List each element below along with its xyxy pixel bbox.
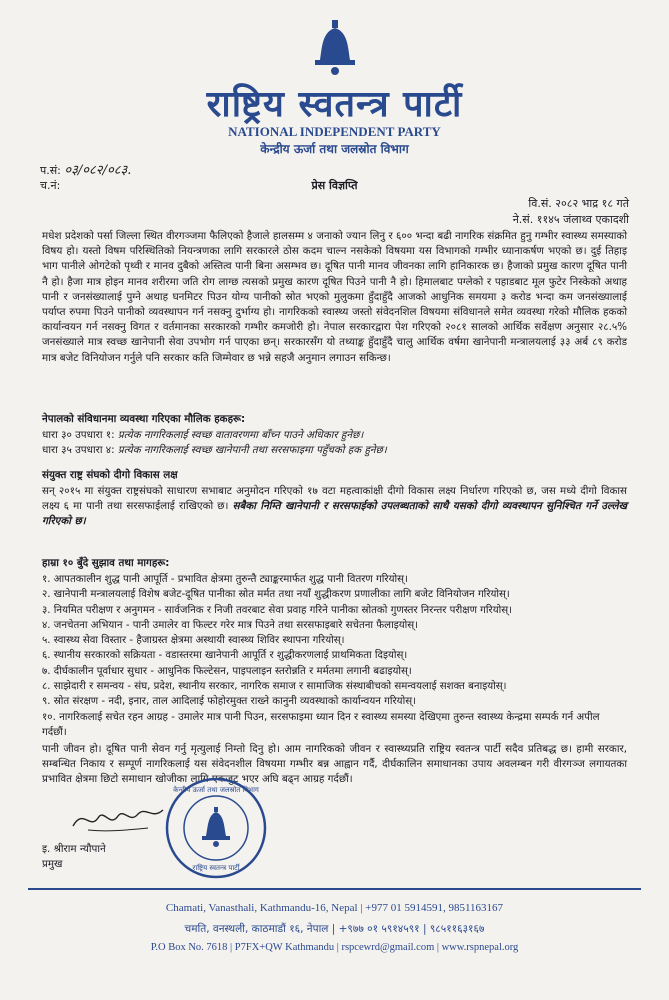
demand-item: ९. स्रोत संरक्षण - नदी, इनार, ताल आदिलाई फोहोरमुक्त राख्ने कानुनी व्यवस्थाको कार्यान्वयन गरियोस्। xyxy=(42,696,416,708)
body-paragraph: मधेश प्रदेशको पर्सा जिल्ला स्थित वीरगञ्जमा फैलिएको हैजाले हालसम्म ४ जनाको ज्यान लिनु र ६०० भन्दा बढी नागरिक संक्रमित हुनु गम्भीर स्वास्थ्य समस्याको विषय हो। यस्तो विषम परिस्थितिको नियन्त्रणका लागि सरकारले ठोस कदम चाल्न नसकेको विषयमा यस विभागको गम्भीर ध्यानाकर्षण भएको छ। दुई तिहाइ भाग पानीले ओगटेको पृथ्वी र मानव दुबैको अस्तित्व पानी बिना असम्भव छ। दूषित पानी मानव जीवनका लागि हानिकारक छ। हैजाको प्रमुख कारण दूषित पानी नै हो। हैजा मात्र होइन मानव शरीरमा जति रोग लाग्छ त्यसको प्रमुख कारण दूषित पिउने पानी नै हो। हिमालबाट पग्लेको र पहाडबाट मूल फुटेर निस्केको अथाह पानी र जनसंख्यालाई पुग्ने अथाह घनमिटर पिउन योग्य पानीको स्रोत भएको मुलुकमा हुँदाहुँदै आजको आधुनिक समयमा ३ करोड भन्दा कम जनसंख्यालाई पर्याप्त रुपमा पिउने पानीको व्यवस्थापन गर्न नसक्नु दुर्भाग्य हो। नागरिकको स्वास्थ्य जस्तो संवेदनशिल विषयमा संविधानले समेत व्यवस्था गरेको मौलिक हकको कार्यान्वयन गर्न नसक्नु विगत र वर्तमानका सरकारको गम्भीर कमजोरी हो। नेपाल सरकारद्वारा पेश गरिएको २०८१ सालको आर्थिक सर्वेक्षण अनुसार २८.५% जनसंख्याले मात्र स्वच्छ खानेपानी सेवा उपभोग गर्न पाएका छन्। सरकारसँग यो तथ्याङ्क हुँदाहुँदै चालु आर्थिक वर्षमा खानेपानी मन्त्रालयलाई ३३ अर्ब ८९ करोड मात्र बजेट विनियोजन गर्नुले पनि सरकार कति जिम्मेवार छ भन्ने सहजै अनुमान लगाउन सकिन्छ। xyxy=(42,230,628,364)
department-name: केन्द्रीय ऊर्जा तथा जलस्रोत विभाग xyxy=(260,142,409,156)
date-bs: वि.सं. २०८२ भाद्र १८ गते xyxy=(528,197,629,210)
demand-item: १. आपतकालीन शुद्ध पानी आपूर्ति - प्रभावित क्षेत्रमा तुरुन्तै ट्याङ्करमार्फत शुद्ध पानी वितरण गरियोस्। xyxy=(42,574,408,585)
article-label: धारा ३५ उपधारा ४: xyxy=(42,444,115,456)
sdg-emphasis: सबैका निम्ति खानेपानी र सरसफाईको उपलब्धताको साथै यसको दीगो व्यवस्थापन सुनिश्चित गर्ने उल्लेख गरिएको छ। xyxy=(42,500,627,528)
demand-item: २. खानेपानी मन्त्रालयलाई विशेष बजेट-दूषित पानीका स्रोत मर्मत तथा नयाँ शुद्धीकरण प्रणालीका लागि बजेट विनियोजन गरियोस्। xyxy=(42,589,510,601)
footer-address-en: Chamati, Vanasthali, Kathmandu-16, Nepal | +977 01 5914591, 9851163167 xyxy=(165,902,504,914)
demand-item: ६. स्थानीय सरकारको सक्रियता - वडास्तरमा खानेपानी आपूर्ति र शुद्धीकरणलाई प्राथमिकता दिइयोस्। xyxy=(42,650,408,662)
ref-value: ०३/०८२/०८३. xyxy=(64,163,132,178)
article-item xyxy=(42,428,627,443)
signer-name: इ. श्रीराम न्यौपाने xyxy=(42,843,106,855)
bell-icon xyxy=(310,18,360,78)
signer-title: प्रमुख xyxy=(42,858,63,870)
demands-heading: हाम्रा १० बुँदे सुझाव तथा मागहरू: xyxy=(42,557,170,569)
demand-item: ४. जनचेतना अभियान - पानी उमालेर वा फिल्टर गरेर मात्र पिउने तथा सरसफाइबारे सचेतना फैलाइयोस्। xyxy=(42,619,419,631)
footer-contact: P.O Box No. 7618 | P7FX+QW Kathmandu | rspcewrd@gmail.com | www.rspnepal.org xyxy=(150,942,519,953)
closing-paragraph: पानी जीवन हो। दूषित पानी सेवन गर्नु मृत्युलाई निम्तो दिनु हो। आम नागरिकको जीवन र स्वास्थ्यप्रति राष्ट्रिय स्वतन्त्र पार्टी सदैव प्रतिबद्ध छ। हामी सरकार, सम्बन्धित निकाय र सम्पूर्ण नागरिकलाई यस संवेदनशील विषयमा गम्भीर बन्न आह्वान गर्दै, दीर्घकालिन समाधानका उपाय अवलम्बन गरी वीरगञ्ज लगायतका प्रभावित क्षेत्रमा छिटो समाधान खोजीका लागि एकजुट भएर अघि बढ्न आग्रह गर्दछौं। xyxy=(42,743,627,786)
reference-number xyxy=(40,160,131,178)
date-ns: ने.सं. ११४५ जंलाथ्व एकादशी xyxy=(512,213,629,226)
demand-item: ८. साझेदारी र समन्वय - संघ, प्रदेश, स्थानीय सरकार, नागरिक समाज र सामाजिक संस्थाबीचको समन्वयलाई सशक्त बनाइयोस्। xyxy=(42,681,507,693)
footer-divider xyxy=(28,888,641,890)
demand-item: ७. दीर्घकालीन पूर्वाधार सुधार - आधुनिक फिल्टेसन, पाइपलाइन स्तरोन्नति र मर्मतमा लगानी बढाइयोस्। xyxy=(42,665,412,677)
sdg-paragraph xyxy=(42,484,627,530)
document-title: प्रेस विज्ञप्ति xyxy=(311,179,358,192)
demand-item: ५. स्वास्थ्य सेवा विस्तार - हैजाग्रस्त क्षेत्रमा अस्थायी स्वास्थ्य शिविर स्थापना गरियोस्। xyxy=(42,635,345,647)
constitution-heading: नेपालको संविधानमा व्यवस्था गरिएका मौलिक हकहरू: xyxy=(42,413,246,425)
stamp-seal xyxy=(164,776,268,880)
article-item xyxy=(42,443,627,458)
party-name-np: राष्ट्रिय स्वतन्त्र पार्टी xyxy=(206,84,463,125)
party-name-en: NATIONAL INDEPENDENT PARTY xyxy=(228,124,441,139)
footer-address-np: चमति, वनस्थली, काठमाडौं १६, नेपाल | +९७७ ०१ ५९१४५९१ | ९८५११६३१६७ xyxy=(184,923,485,935)
svg-text:केन्द्रीय ऊर्जा तथा जलस्रोत वि: केन्द्रीय ऊर्जा तथा जलस्रोत विभाग xyxy=(173,786,259,794)
article-label: धारा ३० उपधारा १: xyxy=(42,429,115,441)
sdg-heading: संयुक्त राष्ट्र संघको दीगो विकास लक्ष xyxy=(42,469,178,481)
chalani-label: च.नं: xyxy=(40,179,61,192)
ref-label: प.सं: xyxy=(40,164,61,177)
demand-item: १०. नागरिकलाई सचेत रहन आग्रह - उमालेर मात्र पानी पिउन, सरसफाइमा ध्यान दिन र स्वास्थ्य समस्या देखिएमा तुरुन्त स्वास्थ्य केन्द्रमा सम्पर्क गर्न अपील गर्दछौं। xyxy=(42,711,600,738)
demands-list xyxy=(42,572,627,740)
demand-item: ३. नियमित परीक्षण र अनुगमन - सार्वजनिक र निजी तवरबाट सेवा प्रवाह गरिने पानीका स्रोतको गुणस्तर निरन्तर परीक्षण गरियोस्। xyxy=(42,604,513,616)
sdg-text: सन् २०१५ मा संयुक्त राष्ट्रसंघको साधारण सभाबाट अनुमोदन गरिएको १७ वटा महत्वाकांक्षी दीगो विकास लक्ष्य निर्धारण गरिएको छ, जस मध्ये दीगो विकास लक्ष्य ६ मा पानी तथा सरसफाईलाई राखिएको छ। xyxy=(42,485,627,513)
signature xyxy=(68,800,168,836)
article-text: प्रत्येक नागरिकलाई स्वच्छ वातावरणमा बाँच्न पाउने अधिकार हुनेछ। xyxy=(117,429,364,441)
article-text: प्रत्येक नागरिकलाई स्वच्छ खानेपानी तथा सरसफाइमा पहुँचको हक हुनेछ। xyxy=(117,444,387,456)
svg-text:राष्ट्रिय स्वतन्त्र पार्टी: राष्ट्रिय स्वतन्त्र पार्टी xyxy=(192,864,240,872)
